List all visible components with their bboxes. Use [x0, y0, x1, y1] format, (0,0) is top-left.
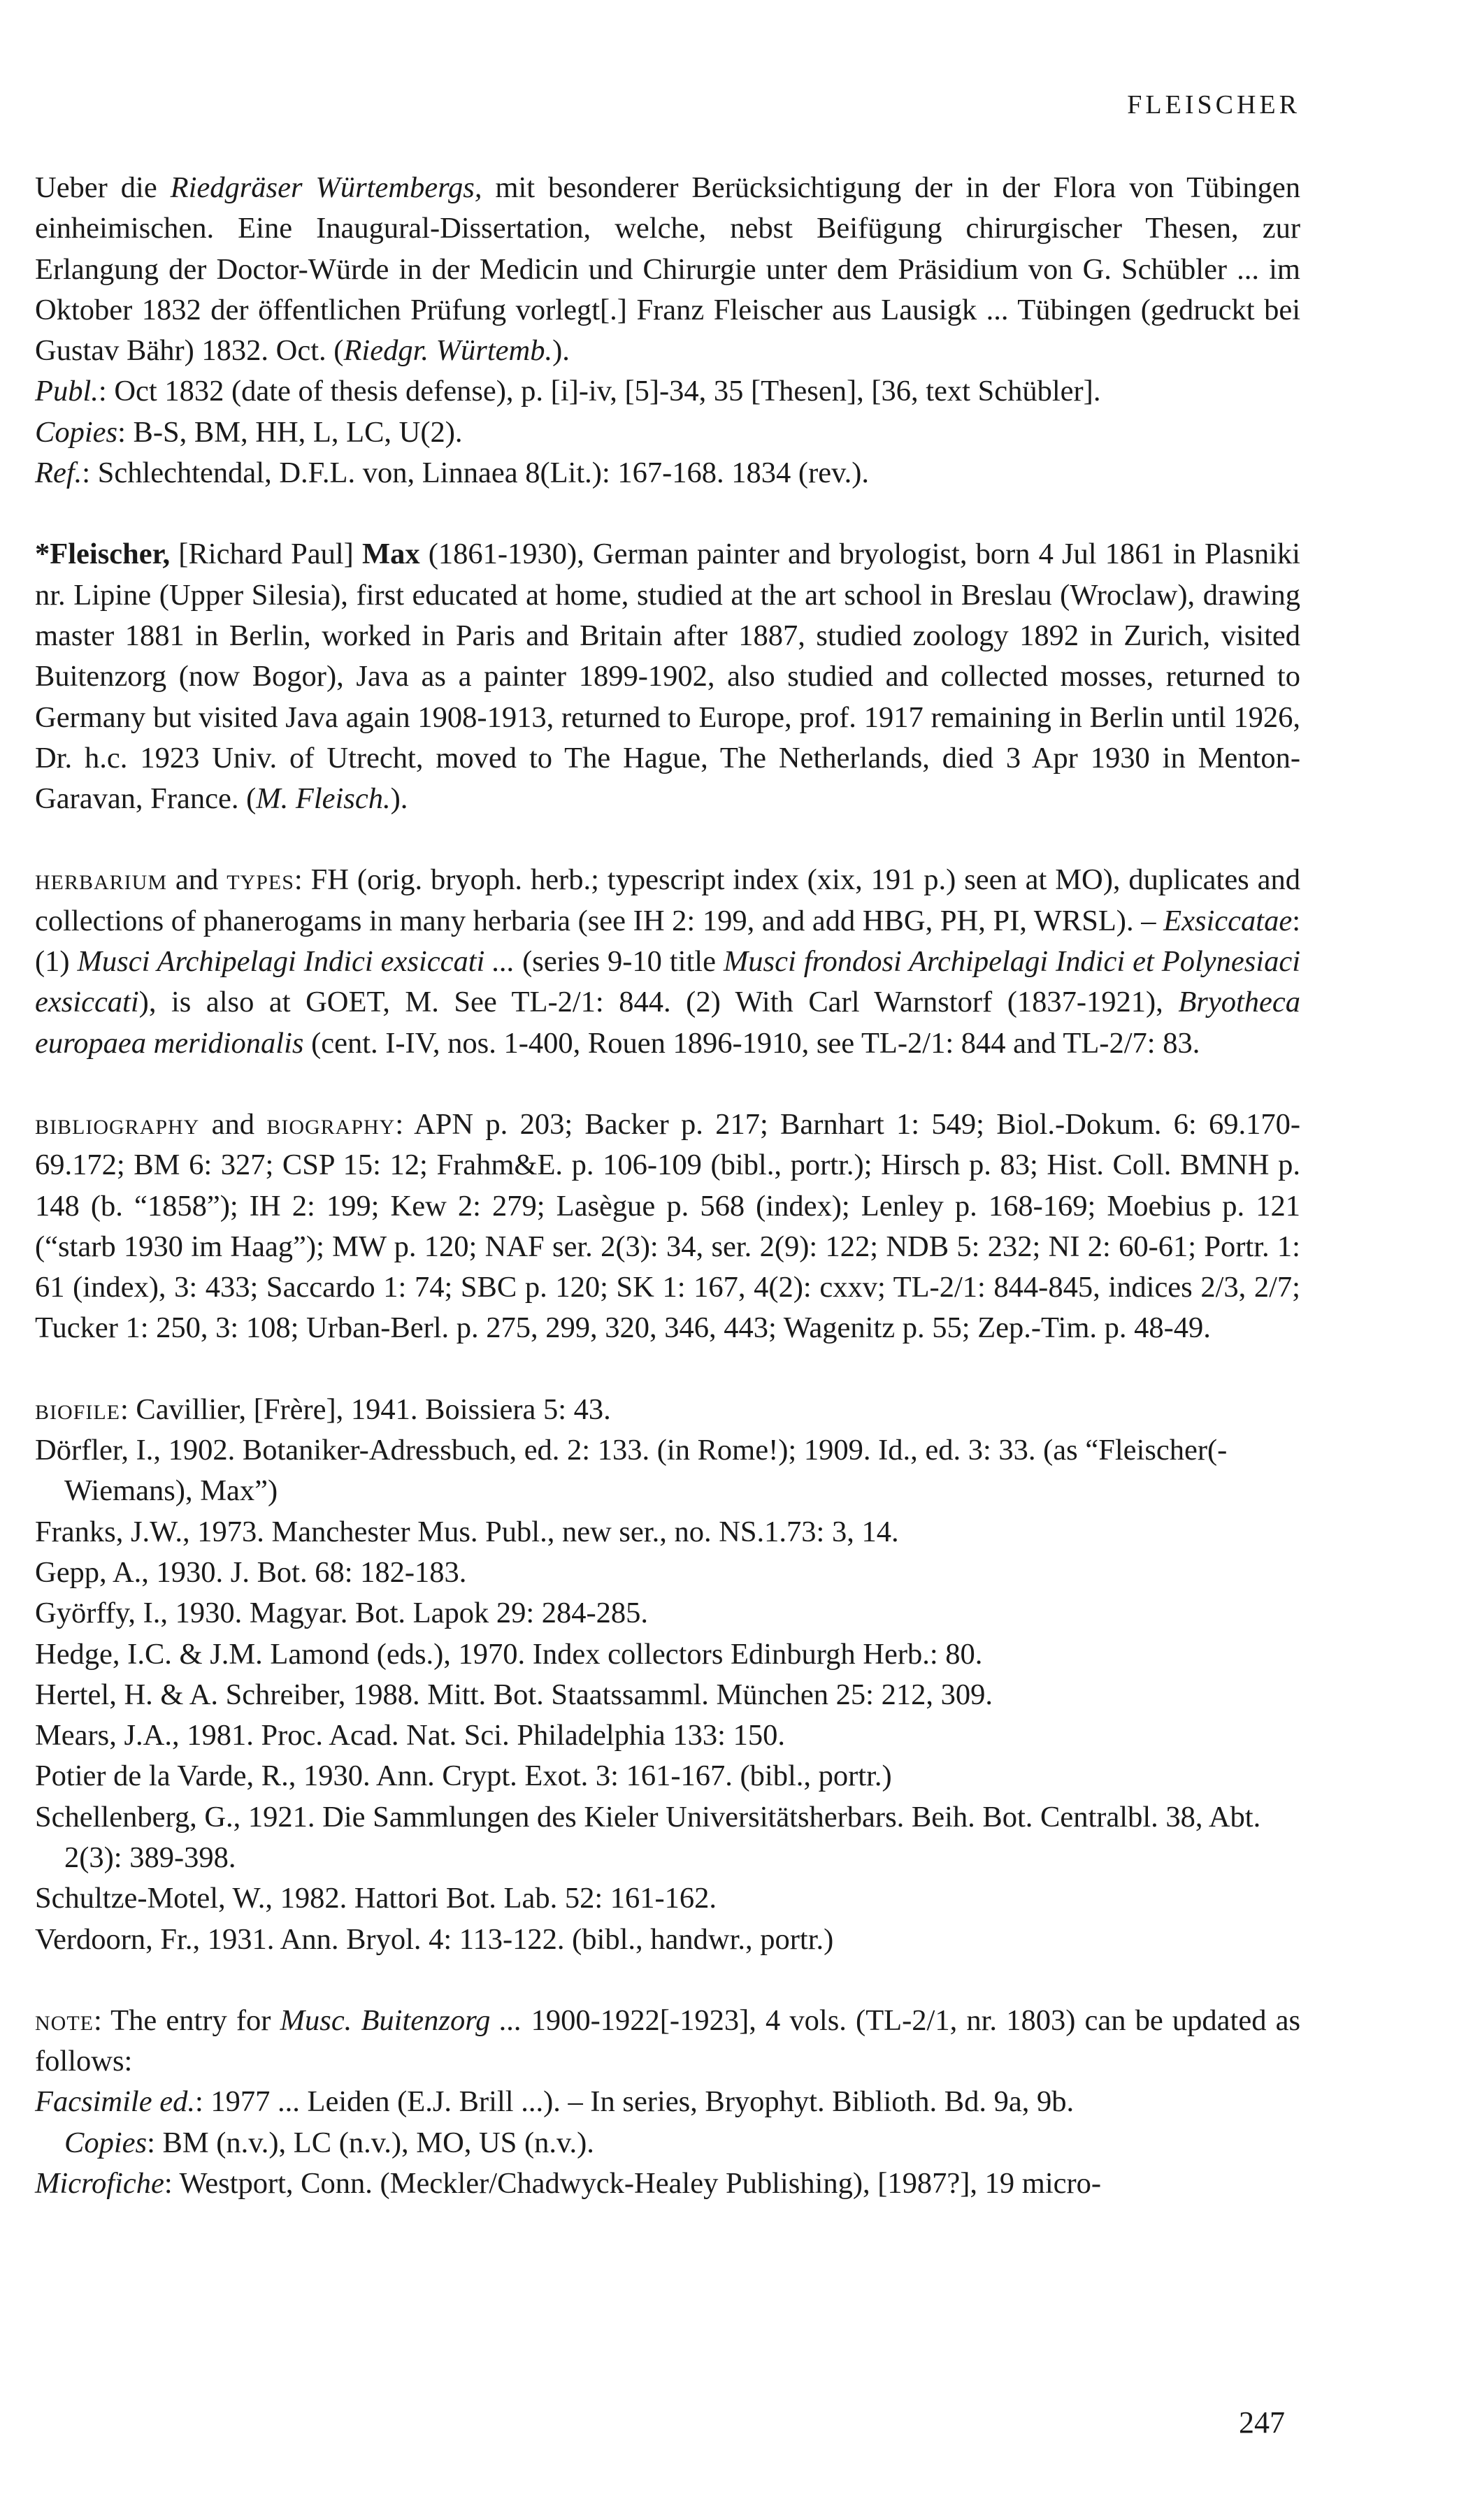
ref-label: Ref.	[35, 456, 82, 490]
thesis-ref	[35, 453, 1300, 494]
running-head: FLEISCHER	[1127, 90, 1300, 120]
section-gap	[35, 1960, 1300, 2001]
herbarium-text-1: : FH (orig. bryoph. herb.; typescript index (xix, 191 p.) seen at MO), duplicates and collections of phanerogams in many herbaria (see IH 2: 199, and add HBG, PH, PI, WRSL). –	[35, 863, 1300, 937]
note-label: note	[35, 2003, 94, 2037]
section-gap	[35, 819, 1300, 860]
herbarium-and: and	[167, 863, 227, 897]
note-microfiche	[35, 2163, 1300, 2204]
publ-label: Publ.	[35, 375, 99, 408]
publ-text: : Oct 1832 (date of thesis defense), p. [i]-iv, [5]-34, 35 [Thesen], [36, text Schübler].	[98, 375, 1101, 408]
herbarium-section	[35, 860, 1300, 1063]
note-title: Musc. Buitenzorg ...	[280, 2003, 522, 2037]
person-surname: *Fleischer,	[35, 538, 171, 571]
biofile-item: Mears, J.A., 1981. Proc. Acad. Nat. Sci. Philadelphia 133: 150.	[35, 1719, 785, 1752]
note-facsimile	[35, 2082, 1300, 2122]
note-copies	[35, 2123, 1300, 2163]
herbarium-text-2: : (1)	[35, 904, 1300, 979]
person-given-names: [Richard Paul]	[170, 538, 362, 571]
herbarium-text-3: (series 9-10 title	[515, 945, 724, 979]
section-gap	[35, 494, 1300, 534]
biofile-item: Franks, J.W., 1973. Manchester Mus. Publ., new ser., no. NS.1.73: 3, 14.	[35, 1515, 899, 1548]
facsimile-text: : 1977 ... Leiden (E.J. Brill ...). – In series, Bryophyt. Biblioth. Bd. 9a, 9b.	[194, 2085, 1075, 2119]
page-number: 247	[1239, 2405, 1285, 2440]
types-label: types	[227, 863, 294, 897]
herbarium-label: herbarium	[35, 863, 168, 897]
biofile-item: Hertel, H. & A. Schreiber, 1988. Mitt. Bot. Staatssamml. München 25: 212, 309.	[35, 1678, 993, 1711]
person-biography: (1861-1930), German painter and bryologist, born 4 Jul 1861 in Plasniki nr. Lipine (Upper Silesia), first educated at home, studied at the art school in Breslau (Wroclaw), drawing master 1881 in Berlin, worked in Paris and Britain after 1887, studied zoology 1892 in Zurich, visited Buitenzorg (now Bogor), Java as a painter 1899-1902, also studied and collected mosses, returned to Germany but visited Java again 1908-1913, returned to Europe, prof. 1917 remaining in Berlin until 1926, Dr. h.c. 1923 Univ. of Utrecht, moved to The Hague, The Netherlands, died 3 Apr 1930 in Menton-Garavan, France. (	[35, 538, 1300, 816]
biofile-item: Dörfler, I., 1902. Botaniker-Adressbuch, ed. 2: 133. (in Rome!); 1909. Id., ed. 3: 33. (as “Fleischer(-Wiemans), Max”)	[35, 1434, 1228, 1508]
microfiche-label: Microfiche	[35, 2167, 164, 2201]
thesis-abbrev: Riedgr. Würtemb.	[343, 334, 553, 368]
thesis-title: Riedgräser Würtembergs,	[170, 171, 482, 204]
thesis-text-2: mit besonderer Berücksichtigung der in der Flora von Tübingen einheimischen. Eine Inaugural-Dissertation, welche, nebst Beifügung chirurgischer Thesen, zur Erlangung der Doctor-Würde in der Medicin und Chirurgie unter dem Präsidium von G. Schübler ... im Oktober 1832 der öffentlichen Prüfung vorlegt[.] Franz Fleischer aus Lausigk ... Tübingen (gedruckt bei Gustav Bähr) 1832. Oct. (	[35, 171, 1300, 368]
bibliography-label: bibliography	[35, 1107, 200, 1141]
biofile-item: Györffy, I., 1930. Magyar. Bot. Lapok 29: 284-285.	[35, 1597, 649, 1630]
note-copies-label: Copies	[64, 2126, 148, 2159]
ref-text: : Schlechtendal, D.F.L. von, Linnaea 8(Lit.): 167-168. 1834 (rev.).	[82, 456, 869, 490]
biofile-label: biofile	[35, 1392, 120, 1426]
body-text	[35, 168, 1300, 2204]
thesis-publ	[35, 371, 1300, 412]
bibliography-section	[35, 1104, 1300, 1349]
thesis-text-1: Ueber die	[35, 171, 171, 204]
biofile-item: Potier de la Varde, R., 1930. Ann. Crypt. Exot. 3: 161-167. (bibl., portr.)	[35, 1759, 892, 1793]
note-section	[35, 2001, 1300, 2082]
section-gap	[35, 1349, 1300, 1390]
copies-text: : B-S, BM, HH, L, LC, U(2).	[117, 415, 463, 449]
exsiccatae-label: Exsiccatae	[1163, 904, 1293, 937]
exsiccatae-title-2: Bryotheca europaea meridionalis	[35, 986, 1300, 1060]
person-bio-end: ).	[390, 782, 408, 816]
biofile-item: Schultze-Motel, W., 1982. Hattori Bot. Lab. 52: 161-162.	[35, 1882, 717, 1915]
exsiccatae-title-1b: Musci frondosi Archipelagi Indici et Polynesiaci exsiccati	[35, 945, 1301, 1019]
biofile-item: Gepp, A., 1930. J. Bot. 68: 182-183.	[35, 1555, 467, 1589]
biofile-first-text: : Cavillier, [Frère], 1941. Boissiera 5: 43.	[120, 1392, 611, 1426]
biofile-item: Verdoorn, Fr., 1931. Ann. Bryol. 4: 113-122. (bibl., handwr., portr.)	[35, 1922, 834, 1956]
herbarium-text-5: (cent. I-IV, nos. 1-400, Rouen 1896-1910, see TL-2/1: 844 and TL-2/7: 83.	[303, 1026, 1200, 1060]
bibliography-and: and	[199, 1107, 267, 1141]
thesis-text-3: ).	[552, 334, 570, 368]
note-copies-text: : BM (n.v.), LC (n.v.), MO, US (n.v.).	[147, 2126, 594, 2159]
copies-label: Copies	[35, 415, 118, 449]
microfiche-text: : Westport, Conn. (Meckler/Chadwyck-Healey Publishing), [1987?], 19 micro-	[164, 2167, 1102, 2201]
note-text-2: 1900-1922[-1923], 4 vols. (TL-2/1, nr. 1803) can be updated as follows:	[35, 2003, 1301, 2078]
bibliography-text: : APN p. 203; Backer p. 217; Barnhart 1: 549; Biol.-Dokum. 6: 69.170-69.172; BM 6: 327; CSP 15: 12; Frahm&E. p. 106-109 (bibl., portr.); Hirsch p. 83; Hist. Coll. BMNH p. 148 (b. “1858”); IH 2: 199; Kew 2: 279; Lasègue p. 568 (index); Lenley p. 168-169; Moebius p. 121 (“starb 1930 im Haag”); MW p. 120; NAF ser. 2(3): 34, ser. 2(9): 122; NDB 5: 232; NI 2: 60-61; Portr. 1: 61 (index), 3: 433; Saccardo 1: 74; SBC p. 120; SK 1: 167, 4(2): cxxv; TL-2/1: 844-845, indices 2/3, 2/7; Tucker 1: 250, 3: 108; Urban-Berl. p. 275, 299, 320, 346, 443; Wagenitz p. 55; Zep.-Tim. p. 48-49.	[35, 1107, 1300, 1345]
biofile-first	[35, 1390, 1300, 1430]
note-text-1: : The entry for	[93, 2003, 280, 2037]
biography-label: biography	[266, 1107, 396, 1141]
person-name: Max	[361, 538, 420, 571]
exsiccatae-title-1: Musci Archipelagi Indici exsiccati ...	[77, 945, 515, 979]
person-abbrev: M. Fleisch.	[256, 782, 391, 816]
section-gap	[35, 1064, 1300, 1104]
herbarium-text-4: ), is also at GOET, M. See TL-2/1: 844. (2) With Carl Warnstorf (1837-1921),	[138, 986, 1179, 1019]
thesis-copies	[35, 412, 1300, 453]
thesis-citation	[35, 168, 1300, 371]
biofile-item: Hedge, I.C. & J.M. Lamond (eds.), 1970. Index collectors Edinburgh Herb.: 80.	[35, 1637, 983, 1671]
facsimile-label: Facsimile ed.	[35, 2085, 195, 2119]
person-entry	[35, 534, 1300, 819]
biofile-item: Schellenberg, G., 1921. Die Sammlungen des Kieler Universitätsherbars. Beih. Bot. Centralbl. 38, Abt. 2(3): 389-398.	[35, 1800, 1261, 1874]
